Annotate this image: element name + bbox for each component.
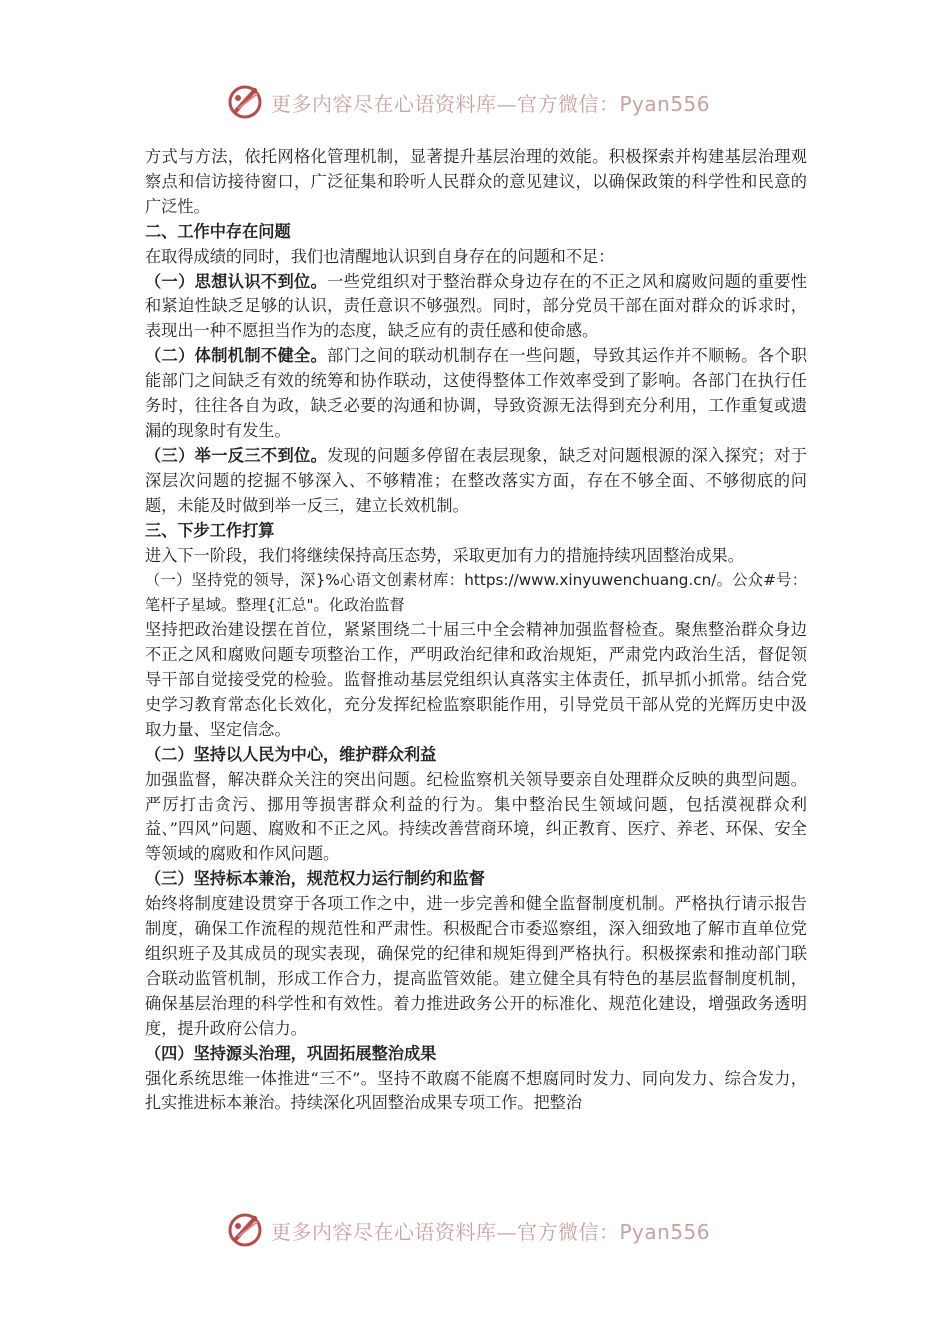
paragraph: 在取得成绩的同时，我们也清醒地认识到自身存在的问题和不足： bbox=[145, 246, 615, 266]
item-lead: （二）体制机制不健全。 bbox=[145, 346, 328, 366]
item-lead: （一）思想认识不到位。 bbox=[145, 271, 328, 291]
item-text: 部门之间的联动机制存在一些问题，导致其运作并不顺畅。各个职能部门之间缺乏有效的统筹和协作联动，这使得整体工作效率受到了影响。各部门在执行任务时，往往各自为政，缺乏必要的沟通和协调，导致资源无法得到充分利用，工作重复或遗漏的现象时有发生。 bbox=[145, 346, 808, 440]
header-banner bbox=[225, 82, 725, 122]
paragraph: 坚持把政治建设摆在首位，紧紧围绕二十届三中全会精神加强监督检查。聚焦整治群众身边不正之风和腐败问题专项整治工作，严明政治纪律和政治规矩，严肃党内政治生活，督促领导干部自觉接受党的检验。监督推动基层党组织认真落实主体责任，抓早抓小抓常。结合党史学习教育常态化长效化，充分发挥纪检监察职能作用，引导党员干部从党的光辉历史中汲取力量、坚定信念。 bbox=[145, 620, 807, 739]
item-lead: （三）举一反三不到位。 bbox=[145, 445, 328, 465]
document-body bbox=[145, 145, 807, 1116]
footer-banner bbox=[225, 1210, 725, 1250]
section-heading: 二、工作中存在问题 bbox=[145, 221, 291, 241]
paragraph bbox=[145, 344, 807, 444]
item-text: 一些党组织对于整治群众身边存在的不正之风和腐败问题的重要性和紧迫性缺乏足够的认识，责任意识不够强烈。同时，部分党员干部在面对群众的诉求时，表现出一种不愿担当作为的态度，缺乏应有的责任感和使命感。 bbox=[145, 271, 808, 341]
logo-icon bbox=[225, 82, 265, 122]
item-text: 发现的问题多停留在表层现象，缺乏对问题根源的深入探究；对于深层次问题的挖掘不够深入、不够精准；在整改落实方面，存在不够全面、不够彻底的问题，未能及时做到举一反三，建立长效机制。 bbox=[145, 445, 808, 515]
subheading: （三）坚持标本兼治，规范权力运行制约和监督 bbox=[145, 869, 485, 889]
wechat-id: Pyan556 bbox=[619, 91, 711, 116]
paragraph: 方式与方法，依托网格化管理机制，显著提升基层治理的效能。积极探索并构建基层治理观察点和信访接待窗口，广泛征集和聆听人民群众的意见建议，以确保政策的科学性和民意的广泛性。 bbox=[145, 147, 807, 216]
paragraph: 始终将制度建设贯穿于各项工作之中，进一步完善和健全监督制度机制。严格执行请示报告制度，确保工作流程的规范性和严肃性。积极配合市委巡察组，深入细致地了解市直单位党组织班子及其成员的现实表现，确保党的纪律和规矩得到严格执行。积极探索和推动部门联合联动监管机制，形成工作合力，提高监管效能。建立健全具有特色的基层监督制度机制，确保基层治理的科学性和有效性。着力推进政务公开的标准化、规范化建设，增强政务透明度，提升政府公信力。 bbox=[145, 894, 807, 1038]
subheading: （四）坚持源头治理，巩固拓展整治成果 bbox=[145, 1043, 437, 1063]
paragraph: 强化系统思维一体推进“三不”。坚持不敢腐不能腐不想腐同时发力、同向发力、综合发力，扎实推进标本兼治。持续深化巩固整治成果专项工作。把整治 bbox=[145, 1068, 807, 1113]
paragraph bbox=[145, 270, 807, 345]
wechat-id: Pyan556 bbox=[619, 1219, 711, 1244]
banner-text: 更多内容尽在心语资料库—官方微信：Pyan556 bbox=[271, 91, 711, 116]
banner-text: 更多内容尽在心语资料库—官方微信：Pyan556 bbox=[271, 1219, 711, 1244]
section-heading: 三、下步工作打算 bbox=[145, 520, 275, 540]
subheading: （二）坚持以人民为中心，维护群众利益 bbox=[145, 744, 437, 764]
subheading-with-watermark: （一）坚持党的领导，深}%心语文创素材库：https://www.xinyuwenchuang.cn/。公众#号：笔杆子星域。整理{汇总"。化政治监督 bbox=[145, 571, 807, 615]
paragraph: 加强监督，解决群众关注的突出问题。纪检监察机关领导要亲自处理群众反映的典型问题。严厉打击贪污、挪用等损害群众利益的行为。集中整治民生领域问题，包括漠视群众利益、”四风”问题、腐败和不正之风。持续改善营商环境，纠正教育、医疗、养老、环保、安全等领域的腐败和作风问题。 bbox=[145, 769, 807, 864]
paragraph: 进入下一阶段，我们将继续保持高压态势，采取更加有力的措施持续巩固整治成果。 bbox=[145, 545, 744, 565]
paragraph bbox=[145, 444, 807, 519]
logo-icon bbox=[225, 1210, 265, 1250]
